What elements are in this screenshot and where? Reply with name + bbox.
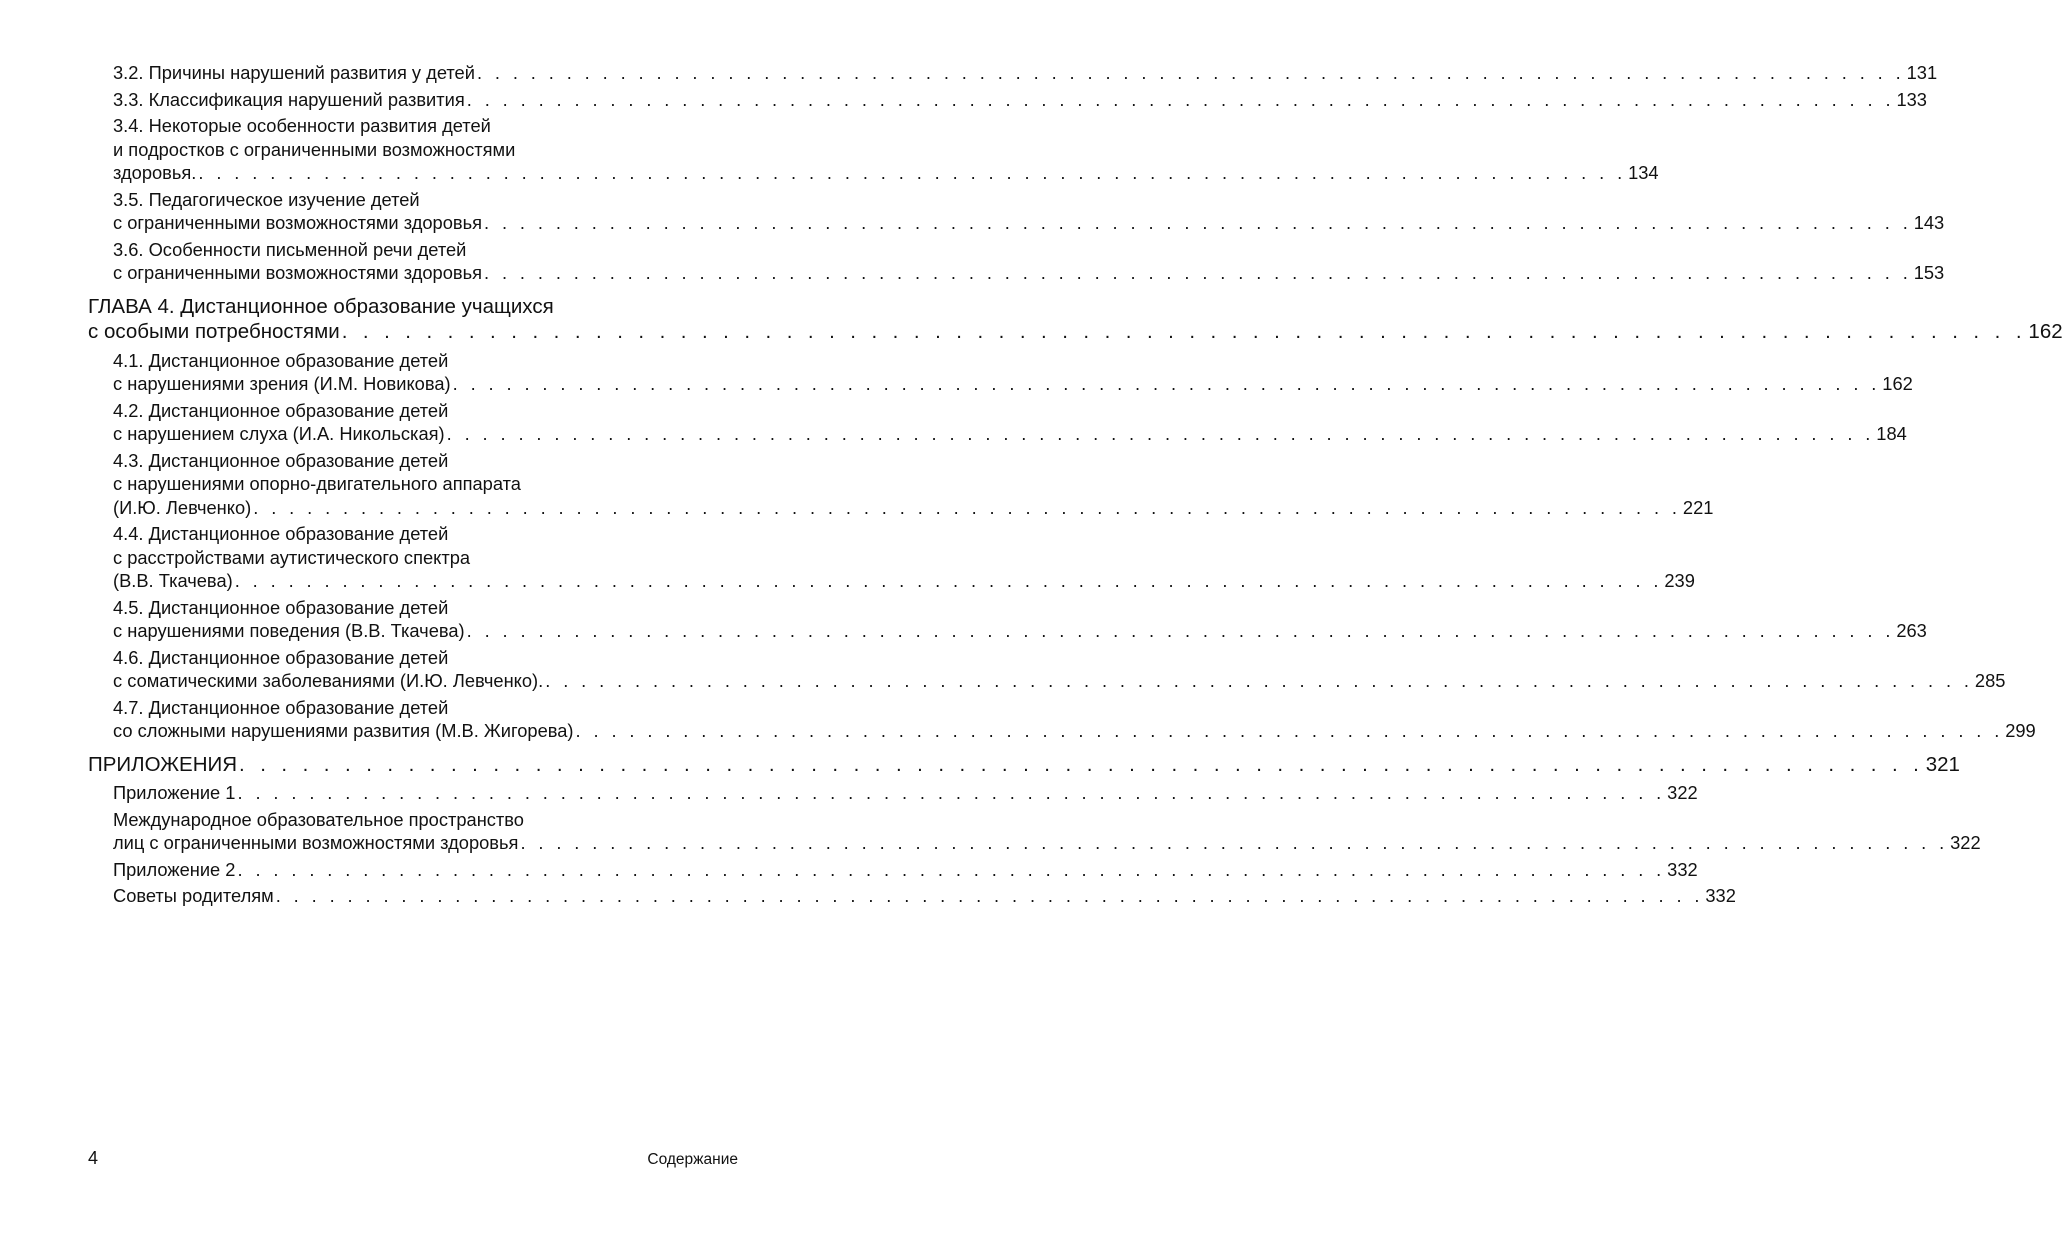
toc-entry-title-line: Приложение 2 bbox=[113, 858, 236, 880]
toc-entry-title-line: лиц с ограниченными возможностями здоровья bbox=[113, 832, 519, 853]
dot-leader: . . . . . . . . . . . . . . . . . . . . . . . . . . . . . . . . . . . . . . . . . . . . . . . . . . . . . . . . . . . . . . . . . . . . . . . . . . . . . . . . bbox=[476, 62, 1905, 83]
toc-section-entry[interactable] bbox=[88, 61, 1938, 85]
toc-page-number: 263 bbox=[1896, 620, 1927, 641]
toc-entry-title-line: Советы родителям bbox=[113, 885, 274, 906]
toc-page-number: 134 bbox=[1628, 162, 1659, 183]
toc-page-number: 131 bbox=[1906, 62, 1938, 83]
toc-page-number: 143 bbox=[1913, 212, 1945, 233]
toc-entry-title-line: здоровья. bbox=[113, 162, 197, 183]
dot-leader: . . . . . . . . . . . . . . . . . . . . . . . . . . . . . . . . . . . . . . . . . . . . . . . . . . . . . . . . . . . . . . . . . . . . . . . . . . . . . . . . bbox=[520, 832, 1949, 853]
toc-page-number: 321 bbox=[1925, 752, 1960, 776]
toc-page-number: 322 bbox=[1950, 832, 1981, 853]
toc-entry-title-line: с соматическими заболеваниями (И.Ю. Левченко). bbox=[113, 670, 544, 691]
toc-entry-title-line: (И.Ю. Левченко) bbox=[113, 496, 252, 518]
toc-entry-title-line: ПРИЛОЖЕНИЯ bbox=[88, 752, 238, 776]
toc-section-entry[interactable] bbox=[88, 696, 2036, 743]
dot-leader: . . . . . . . . . . . . . . . . . . . . . . . . . . . . . . . . . . . . . . . . . . . . . . . . . . . . . . . . . . . . . . . . . . . . . . . . . . . . . . . . bbox=[446, 423, 1875, 444]
toc-page-number: 239 bbox=[1664, 570, 1695, 591]
toc-entry-title-line: с нарушением слуха (И.А. Никольская) bbox=[113, 423, 445, 444]
toc-chapter-entry[interactable] bbox=[88, 752, 1960, 778]
toc-section-entry[interactable] bbox=[88, 188, 1945, 235]
dot-leader: . . . . . . . . . . . . . . . . . . . . . . . . . . . . . . . . . . . . . . . . . . . . . . . . . . . . . . . . . . . . . . . . . . . . . . . . . . . . . . . . bbox=[198, 162, 1627, 183]
toc-page-number: 221 bbox=[1682, 496, 1714, 518]
dot-leader: . . . . . . . . . . . . . . . . . . . . . . . . . . . . . . . . . . . . . . . . . . . . . . . . . . . . . . . . . . . . . . . . . . . . . . . . . . . . . . . . bbox=[466, 620, 1895, 641]
toc-entry-title-line: 3.2. Причины нарушений развития у детей bbox=[113, 62, 475, 83]
toc-page-number: 153 bbox=[1913, 262, 1945, 283]
toc-section-entry[interactable] bbox=[88, 449, 1714, 520]
dot-leader: . . . . . . . . . . . . . . . . . . . . . . . . . . . . . . . . . . . . . . . . . . . . . . . . . . . . . . . . . . . . . . . . . . . . . . . . . . . . . . . . bbox=[239, 752, 1924, 776]
toc-entry-title-line: Приложение 1 bbox=[113, 782, 236, 803]
toc-entry-title-line: с нарушениями поведения (В.В. Ткачева) bbox=[113, 620, 465, 641]
toc-chapter-entry[interactable] bbox=[88, 294, 2063, 345]
page-number: 4 bbox=[88, 1148, 99, 1168]
toc-section-entry[interactable] bbox=[88, 884, 1736, 908]
dot-leader: . . . . . . . . . . . . . . . . . . . . . . . . . . . . . . . . . . . . . . . . . . . . . . . . . . . . . . . . . . . . . . . . . . . . . . . . . . . . . . . . bbox=[452, 373, 1881, 394]
toc-entry-title-line: 4.5. Дистанционное образование детей bbox=[113, 596, 449, 618]
toc-entry-title-line: 3.5. Педагогическое изучение детей bbox=[113, 188, 420, 210]
toc-entry-title-line: и подростков с ограниченными возможностями bbox=[113, 138, 516, 160]
toc-page-number: 162 bbox=[2028, 320, 2063, 343]
toc-entry-title-line: с нарушениями опорно-двигательного аппарата bbox=[113, 473, 521, 494]
toc-entry-title-line: 3.4. Некоторые особенности развития детей bbox=[113, 115, 491, 136]
toc-section-entry[interactable] bbox=[88, 238, 1945, 285]
toc-page-number: 322 bbox=[1667, 782, 1698, 803]
dot-leader: . . . . . . . . . . . . . . . . . . . . . . . . . . . . . . . . . . . . . . . . . . . . . . . . . . . . . . . . . . . . . . . . . . . . . . . . . . . . . . . . bbox=[275, 885, 1704, 906]
toc-entry-title-line: с ограниченными возможностями здоровья bbox=[113, 212, 483, 233]
toc-page-number: 332 bbox=[1705, 885, 1736, 906]
dot-leader: . . . . . . . . . . . . . . . . . . . . . . . . . . . . . . . . . . . . . . . . . . . . . . . . . . . . . . . . . . . . . . . . . . . . . . . . . . . . . . . . bbox=[575, 720, 2004, 741]
table-of-contents bbox=[88, 61, 2063, 911]
toc-section-entry[interactable] bbox=[88, 349, 1913, 396]
toc-entry-title-line: 4.3. Дистанционное образование детей bbox=[113, 449, 449, 471]
toc-entry-title-line: 4.6. Дистанционное образование детей bbox=[113, 646, 449, 668]
toc-entry-title-line: с расстройствами аутистического спектра bbox=[113, 546, 471, 568]
toc-section-entry[interactable] bbox=[88, 858, 1698, 882]
toc-entry-title-line: 4.1. Дистанционное образование детей bbox=[113, 349, 449, 371]
dot-leader: . . . . . . . . . . . . . . . . . . . . . . . . . . . . . . . . . . . . . . . . . . . . . . . . . . . . . . . . . . . . . . . . . . . . . . . . . . . . . . . . bbox=[237, 858, 1666, 880]
toc-page-number: 162 bbox=[1882, 373, 1913, 394]
running-title: Содержание bbox=[647, 1151, 738, 1168]
toc-entry-title-line: ГЛАВА 4. Дистанционное образование учащихся bbox=[88, 294, 554, 318]
toc-entry-title-line: Международное образовательное пространство bbox=[113, 808, 524, 830]
toc-section-entry[interactable] bbox=[88, 646, 2006, 693]
toc-page-number: 285 bbox=[1974, 670, 2006, 691]
toc-entry-title-line: с особыми потребностями bbox=[88, 320, 340, 343]
toc-section-entry[interactable] bbox=[88, 808, 1981, 855]
toc-entry-title-line: (В.В. Ткачева) bbox=[113, 570, 233, 591]
toc-section-entry[interactable] bbox=[88, 88, 1927, 112]
toc-page-number: 133 bbox=[1896, 88, 1927, 110]
toc-entry-title-line: 4.4. Дистанционное образование детей bbox=[113, 523, 449, 544]
dot-leader: . . . . . . . . . . . . . . . . . . . . . . . . . . . . . . . . . . . . . . . . . . . . . . . . . . . . . . . . . . . . . . . . . . . . . . . . . . . . . . . . bbox=[234, 570, 1663, 591]
dot-leader: . . . . . . . . . . . . . . . . . . . . . . . . . . . . . . . . . . . . . . . . . . . . . . . . . . . . . . . . . . . . . . . . . . . . . . . . . . . . . . . . bbox=[237, 782, 1666, 803]
toc-entry-title-line: 3.6. Особенности письменной речи детей bbox=[113, 238, 467, 260]
toc-section-entry[interactable] bbox=[88, 114, 1659, 185]
toc-entry-title-line: с нарушениями зрения (И.М. Новикова) bbox=[113, 373, 451, 394]
dot-leader: . . . . . . . . . . . . . . . . . . . . . . . . . . . . . . . . . . . . . . . . . . . . . . . . . . . . . . . . . . . . . . . . . . . . . . . . . . . . . . . . bbox=[484, 262, 1912, 283]
toc-entry-title-line: со сложными нарушениями развития (М.В. Жигорева) bbox=[113, 720, 574, 741]
dot-leader: . . . . . . . . . . . . . . . . . . . . . . . . . . . . . . . . . . . . . . . . . . . . . . . . . . . . . . . . . . . . . . . . . . . . . . . . . . . . . . . . bbox=[341, 320, 2027, 343]
toc-page-number: 299 bbox=[2005, 720, 2036, 741]
dot-leader: . . . . . . . . . . . . . . . . . . . . . . . . . . . . . . . . . . . . . . . . . . . . . . . . . . . . . . . . . . . . . . . . . . . . . . . . . . . . . . . . bbox=[253, 496, 1681, 518]
toc-entry-title-line: с ограниченными возможностями здоровья bbox=[113, 262, 483, 283]
toc-page-number: 184 bbox=[1876, 423, 1907, 444]
toc-entry-title-line: 4.2. Дистанционное образование детей bbox=[113, 399, 449, 421]
toc-entry-title-line: 4.7. Дистанционное образование детей bbox=[113, 696, 449, 718]
toc-section-entry[interactable] bbox=[88, 399, 1907, 446]
toc-entry-title-line: 3.3. Классификация нарушений развития bbox=[113, 88, 465, 110]
dot-leader: . . . . . . . . . . . . . . . . . . . . . . . . . . . . . . . . . . . . . . . . . . . . . . . . . . . . . . . . . . . . . . . . . . . . . . . . . . . . . . . . bbox=[466, 88, 1895, 110]
toc-section-entry[interactable] bbox=[88, 522, 1695, 593]
dot-leader: . . . . . . . . . . . . . . . . . . . . . . . . . . . . . . . . . . . . . . . . . . . . . . . . . . . . . . . . . . . . . . . . . . . . . . . . . . . . . . . . bbox=[545, 670, 1973, 691]
dot-leader: . . . . . . . . . . . . . . . . . . . . . . . . . . . . . . . . . . . . . . . . . . . . . . . . . . . . . . . . . . . . . . . . . . . . . . . . . . . . . . . . bbox=[484, 212, 1912, 233]
toc-section-entry[interactable] bbox=[88, 781, 1698, 805]
toc-page-number: 332 bbox=[1667, 858, 1698, 880]
toc-section-entry[interactable] bbox=[88, 596, 1927, 643]
